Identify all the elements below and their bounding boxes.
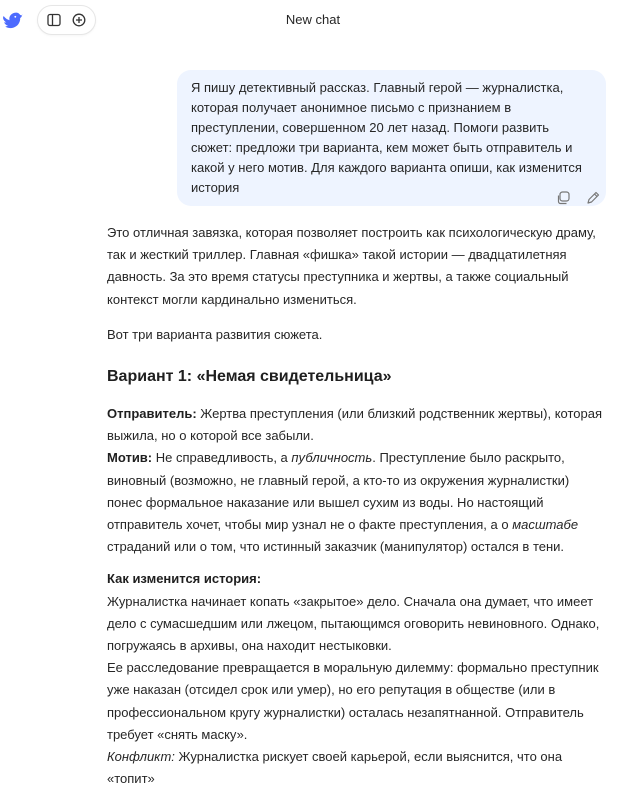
change-label: Как изменится история: [107,571,262,587]
change-paragraph-1: Журналистка начинает копать «закрытое» дело. Сначала она думает, что имеет дело с сумасшедшим или лжецом, пытающимся оговорить невиновного. Однако, погружаясь в архивы, она находит нестыковки. [107,593,600,654]
response-lead: Вот три варианта развития сюжета. [107,326,323,342]
user-message-text: Я пишу детективный рассказ. Главный герой — журналистка, которая получает анонимное письмо с признанием в преступлении, совершенном 20 лет назад. Помоги развить сюжет: предложи три варианта, кем может быть отправитель и какой у него мотив. Для каждого варианта опиши, как изменится история [191,80,582,195]
copy-icon[interactable] [555,190,571,206]
motive-text-2: . Преступление было раскрыто, виновный (возможно, не главный герой, а кто-то из окружения журналистки) понес формальное наказание или вышел сухим из воды. Но настоящий отправитель хочет, чтобы мир узнал не о факте преступления, а о [107,450,570,533]
conflict-paragraph [107,746,607,790]
user-message-bubble [177,70,606,206]
conflict-text: Журналистка рискует своей карьерой, если выяснится, что она «топит» [107,749,563,787]
sender-text: Жертва преступления (или близкий родственник жертвы), которая выжила, но о которой все забыли. [107,406,603,444]
user-message-actions [555,190,601,206]
motive-label: Мотив: [107,450,153,466]
chat-title: New chat [285,12,341,27]
change-heading [107,568,607,590]
motive-text-1: Не справедливость, а [152,450,292,466]
sender-label: Отправитель: [107,406,197,422]
edit-pencil-icon[interactable] [585,190,601,206]
variant1-motive [107,447,607,558]
response-intro: Это отличная завязка, которая позволяет построить как психологическую драму, так и жесткий триллер. Главная «фишка» такой истории — двадцатилетняя давность. За это время статусы преступника и жертвы, а также социальный контекст могли кардинально измениться. [107,225,596,307]
variant1-heading: Вариант 1: «Немая свидетельница» [107,368,392,386]
conflict-label: Конфликт: [107,749,175,765]
change-paragraph-2: Ее расследование превращается в моральную дилемму: формально преступник уже наказан (отсидел срок или умер), но его репутация в обществе (или в профессиональном кругу журналистки) осталась незапятнанной. Отправитель требует «снять маску». [107,660,599,742]
assistant-response [107,222,607,790]
variant1-sender [107,403,607,447]
motive-emphasis-2: масштабе [512,517,579,533]
motive-emphasis-1: публичность [291,450,373,466]
motive-text-3: страданий или о том, что истинный заказчик (манипулятор) остался в тени. [107,539,565,555]
